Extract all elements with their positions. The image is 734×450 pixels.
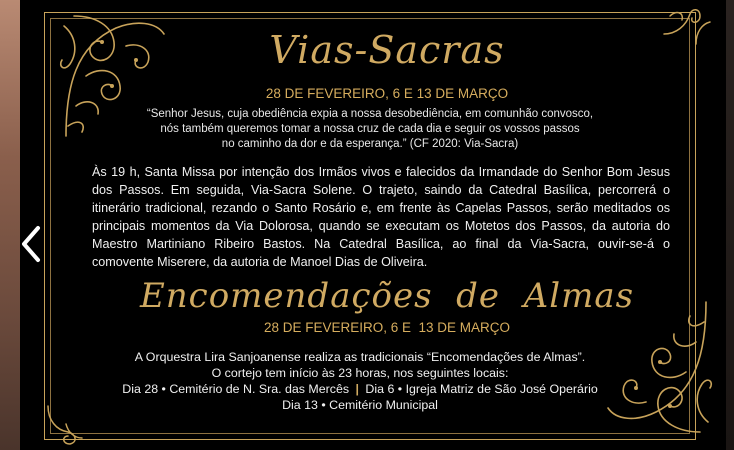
quote-line: no caminho da dor e da esperança.” (CF 2020: Via-Sacra) — [221, 138, 519, 150]
description-line: Às 19 h, Santa Missa por intenção dos Irmãos vivos e falecidos da Irmandade do Senhor Bom Jesus — [92, 165, 670, 179]
location-separator: | — [355, 382, 359, 396]
almas-line: A Orquestra Lira Sanjoanense realiza as tradicionais “Encomendações de Almas”. — [134, 350, 586, 364]
quote-line: “Senhor Jesus, cuja obediência expia a nossa desobediência, em comunhão convosco, — [146, 108, 594, 120]
carousel-prev-button[interactable] — [14, 222, 48, 266]
almas-line: Dia 13 • Cemitério Municipal — [282, 398, 438, 412]
almas-date: 28 DE FEVEREIRO, 6 E 13 DE MARÇO — [263, 320, 511, 335]
via-sacra-quote — [140, 107, 600, 152]
description-line: itinerário tradicional, rezando o Santo Rosário e, em frente às Capelas Passos, serão meditados os — [92, 201, 670, 215]
corner-bottom-left-ornament — [38, 398, 98, 448]
almas-line: O cortejo tem início às 23 horas, nos seguintes locais: — [211, 366, 509, 380]
quote-line: nós também queremos tomar a nossa cruz de cada dia e seguir os vossos passos — [160, 123, 580, 135]
description-line: principais momentos da Via Dolorosa, quando se executam os Motetos dos Passos, da autoria do — [92, 219, 670, 233]
almas-details — [90, 349, 630, 413]
description-line: dos Passos. Em seguida, Via-Sacra Solene. O trajeto, saindo da Catedral Basílica, percorrerá o — [92, 183, 670, 197]
via-sacra-date: 28 DE FEVEREIRO, 6 E 13 DE MARÇO — [265, 86, 509, 101]
via-sacra-title: Vias-Sacras — [269, 28, 505, 72]
almas-title: Encomendações de Almas — [139, 276, 635, 316]
description-line: Maestro Martiniano Ribeiro Bastos. Na Catedral Basílica, ao final da Via-Sacra, ouvir-se-á o — [92, 237, 670, 251]
chevron-left-icon — [14, 222, 48, 266]
almas-locations-line — [90, 381, 630, 397]
via-sacra-description — [92, 163, 670, 271]
description-line: comovente Miserere, da autoria de Manoel Dias de Oliveira. — [92, 255, 428, 269]
location-mercês: Dia 28 • Cemitério de N. Sra. das Mercês — [122, 382, 350, 396]
location-matriz: Dia 6 • Igreja Matriz de São José Operário — [365, 382, 598, 396]
